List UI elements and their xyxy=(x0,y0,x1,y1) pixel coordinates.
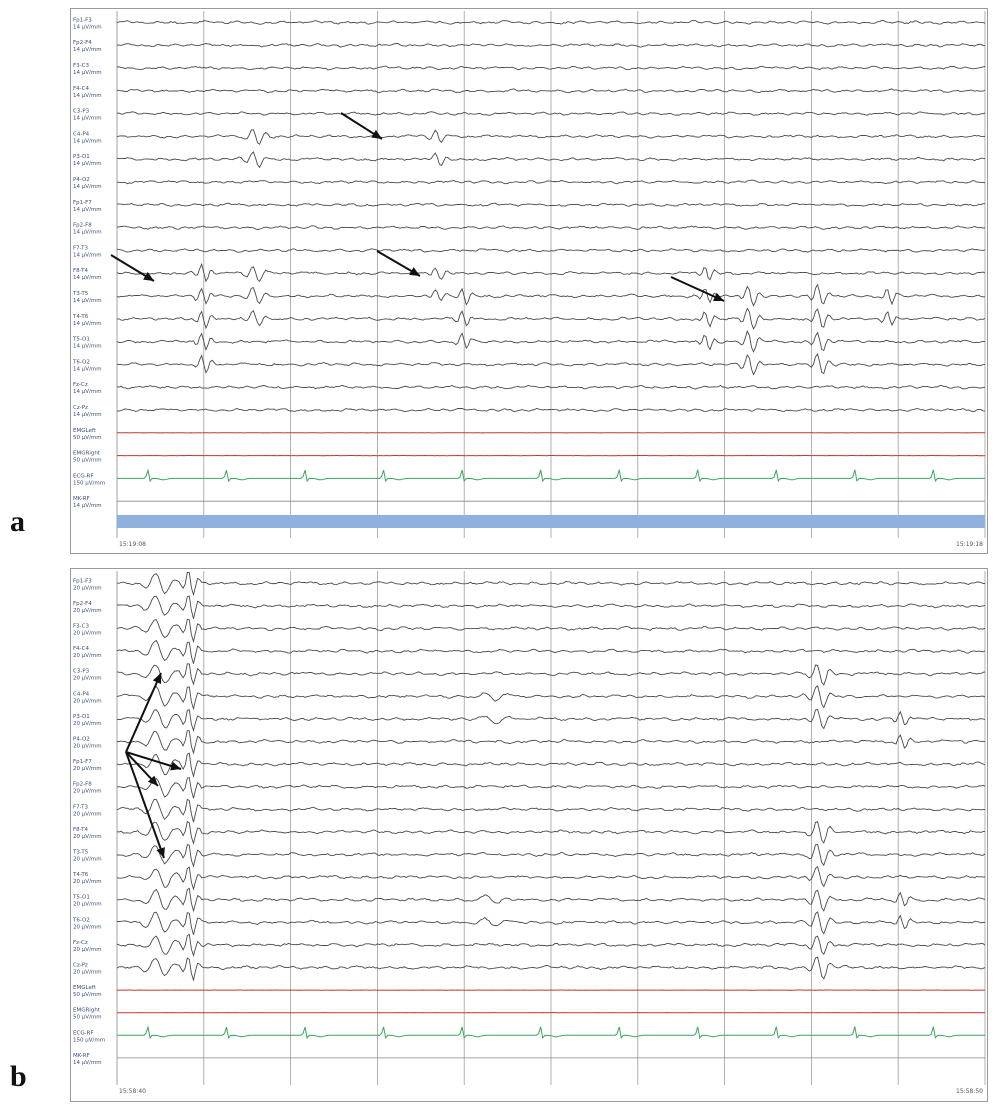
channel-name: T3-T5 xyxy=(73,291,89,297)
channel-name: Fp2-F4 xyxy=(73,600,92,607)
channel-label xyxy=(73,782,102,795)
channel-name: T5-O1 xyxy=(73,894,90,901)
channel-label xyxy=(73,985,102,998)
channel-label xyxy=(72,291,102,304)
channel-label xyxy=(73,601,102,614)
channel-sensitivity: 20 µV/mm xyxy=(73,901,102,908)
channel-label xyxy=(73,154,102,167)
channel-sensitivity: 14 µV/mm xyxy=(73,24,102,31)
channel-name: EMGLeft xyxy=(73,427,96,434)
channel-sensitivity: 20 µV/mm xyxy=(73,585,102,592)
channel-sensitivity: 50 µV/mm xyxy=(73,434,102,441)
channel-label xyxy=(73,451,102,464)
channel-sensitivity: 20 µV/mm xyxy=(73,946,102,953)
channel-name: T4-T6 xyxy=(73,313,89,320)
channel-label xyxy=(73,200,102,213)
channel-name: EMGRight xyxy=(73,1007,100,1014)
channel-name: F8-T4 xyxy=(73,268,89,275)
channel-name: F7-T3 xyxy=(73,804,89,811)
channel-sensitivity: 14 µV/mm xyxy=(73,229,102,236)
time-end-label: 15:58:50 xyxy=(956,1088,983,1095)
channel-label xyxy=(73,382,102,395)
time-start-label: 15:19:08 xyxy=(119,541,146,548)
channel-label xyxy=(73,646,102,659)
annotation-arrow xyxy=(341,113,382,139)
eeg-panel-b xyxy=(70,568,988,1102)
eeg-traces-panel-b xyxy=(71,569,987,1101)
marker-band xyxy=(117,515,985,528)
channel-label xyxy=(73,496,102,509)
annotation-arrow xyxy=(111,255,154,281)
channel-name: F7-T3 xyxy=(73,245,89,252)
channel-name: P4-O2 xyxy=(73,736,90,743)
channel-label xyxy=(73,245,102,258)
channel-sensitivity: 20 µV/mm xyxy=(73,675,102,682)
time-start-label: 15:58:40 xyxy=(119,1088,146,1095)
eeg-panel-a xyxy=(70,8,988,554)
channel-sensitivity: 20 µV/mm xyxy=(73,879,102,886)
channel-name: C4-P4 xyxy=(73,691,90,698)
channel-name: EMGRight xyxy=(73,450,100,457)
channel-sensitivity: 20 µV/mm xyxy=(73,720,102,727)
channel-sensitivity: 14 µV/mm xyxy=(73,320,102,327)
channel-name: Fz-Cz xyxy=(73,939,88,946)
channel-name: EMGLeft xyxy=(73,985,96,992)
channel-sensitivity: 14 µV/mm xyxy=(73,161,102,168)
channel-sensitivity: 150 µV/mm xyxy=(73,1037,106,1044)
channel-name: MK-RF xyxy=(73,1052,90,1059)
channel-sensitivity: 14 µV/mm xyxy=(73,47,102,54)
panel-b-letter: b xyxy=(10,1060,27,1093)
channel-sensitivity: 50 µV/mm xyxy=(73,992,102,999)
annotation-arrow xyxy=(126,673,161,752)
channel-label xyxy=(72,872,102,885)
channel-name: P3-O1 xyxy=(73,154,90,161)
channel-sensitivity: 14 µV/mm xyxy=(73,366,102,373)
channel-label xyxy=(72,895,102,908)
channel-label xyxy=(73,578,102,591)
channel-name: C4-P4 xyxy=(73,131,90,138)
channel-sensitivity: 20 µV/mm xyxy=(73,607,102,614)
channel-name: F4-C4 xyxy=(73,646,89,653)
channel-label xyxy=(73,759,102,772)
channel-name: Fp1-F3 xyxy=(73,578,92,585)
channel-name: F4-C4 xyxy=(73,85,89,92)
channel-sensitivity: 20 µV/mm xyxy=(73,743,102,750)
channel-name: ECG-RF xyxy=(73,473,94,480)
channel-name: Fp1-F7 xyxy=(73,199,92,206)
time-end-label: 15:19:18 xyxy=(956,541,983,548)
channel-sensitivity: 50 µV/mm xyxy=(73,1014,102,1021)
channel-sensitivity: 20 µV/mm xyxy=(73,766,102,773)
channel-name: F3-C3 xyxy=(73,623,89,630)
panel-a-letter: a xyxy=(10,505,25,538)
channel-label xyxy=(72,337,102,350)
channel-sensitivity: 14 µV/mm xyxy=(73,1059,102,1066)
eeg-traces-panel-a xyxy=(71,9,987,553)
channel-label xyxy=(73,1053,102,1066)
channel-sensitivity: 14 µV/mm xyxy=(73,252,102,259)
channel-sensitivity: 14 µV/mm xyxy=(73,412,102,418)
channel-label xyxy=(73,827,102,840)
channel-label xyxy=(73,737,102,750)
channel-sensitivity: 14 µV/mm xyxy=(73,389,102,396)
channel-label xyxy=(73,223,102,236)
annotation-arrow xyxy=(671,277,724,301)
channel-name: P3-O1 xyxy=(73,713,90,720)
channel-label xyxy=(73,177,102,190)
channel-label xyxy=(73,63,102,76)
channel-name: Fp1-F3 xyxy=(73,17,92,24)
channel-name: T3-T5 xyxy=(73,849,89,856)
channel-sensitivity: 20 µV/mm xyxy=(73,630,102,637)
channel-label xyxy=(72,850,102,863)
channel-name: Fp2-F8 xyxy=(73,222,92,229)
channel-sensitivity: 14 µV/mm xyxy=(73,275,102,282)
channel-sensitivity: 14 µV/mm xyxy=(73,298,102,304)
channel-label xyxy=(73,86,102,99)
channel-name: Fp2-F8 xyxy=(73,781,92,788)
channel-label xyxy=(73,131,102,144)
channel-name: Fz-Cz xyxy=(73,382,88,389)
channel-name: Fp1-F7 xyxy=(73,759,92,766)
channel-sensitivity: 14 µV/mm xyxy=(73,115,102,122)
time-gridlines xyxy=(117,571,985,1085)
channel-name: Cz-Pz xyxy=(73,405,88,411)
channel-label xyxy=(73,669,102,682)
channel-name: C3-P3 xyxy=(73,668,90,675)
channel-name: MK-RF xyxy=(73,496,90,503)
channel-label xyxy=(73,17,102,30)
channel-sensitivity: 20 µV/mm xyxy=(73,856,102,863)
channel-sensitivity: 14 µV/mm xyxy=(73,184,102,190)
channel-name: Cz-Pz xyxy=(73,962,88,969)
channel-sensitivity: 20 µV/mm xyxy=(73,788,102,795)
channel-label xyxy=(73,1008,102,1021)
channel-sensitivity: 150 µV/mm xyxy=(73,480,106,487)
channel-sensitivity: 14 µV/mm xyxy=(73,343,102,350)
channel-name: T6-O2 xyxy=(73,359,90,366)
channel-sensitivity: 20 µV/mm xyxy=(73,833,102,840)
channel-label xyxy=(73,624,102,637)
channel-name: Fp2-F4 xyxy=(73,40,92,47)
channel-sensitivity: 50 µV/mm xyxy=(73,457,102,464)
channel-label xyxy=(73,109,102,122)
channel-label xyxy=(73,940,102,953)
channel-name: F8-T4 xyxy=(73,826,89,833)
channel-label xyxy=(72,314,102,327)
channel-sensitivity: 14 µV/mm xyxy=(73,503,102,510)
channel-sensitivity: 20 µV/mm xyxy=(73,698,102,705)
channel-sensitivity: 20 µV/mm xyxy=(73,653,102,660)
channel-name: T5-O1 xyxy=(73,336,90,343)
channel-label xyxy=(72,917,102,930)
channel-label xyxy=(73,473,105,486)
channel-label xyxy=(73,428,102,441)
channel-sensitivity: 14 µV/mm xyxy=(73,92,102,99)
channel-label xyxy=(73,804,102,817)
channel-sensitivity: 20 µV/mm xyxy=(73,924,102,931)
channel-label xyxy=(73,1030,105,1043)
channel-name: C3-P3 xyxy=(73,108,90,115)
channel-name: T4-T6 xyxy=(73,872,89,879)
channel-label xyxy=(73,405,102,418)
channel-name: T6-O2 xyxy=(73,917,90,924)
channel-name: ECG-RF xyxy=(73,1030,94,1037)
channel-label xyxy=(72,359,102,372)
channel-label xyxy=(73,963,102,976)
channel-sensitivity: 20 µV/mm xyxy=(73,811,102,818)
channel-label xyxy=(73,40,102,53)
channel-sensitivity: 14 µV/mm xyxy=(73,138,102,145)
channel-label xyxy=(73,268,102,281)
channel-sensitivity: 14 µV/mm xyxy=(73,70,102,76)
channel-label xyxy=(73,714,102,727)
channel-sensitivity: 20 µV/mm xyxy=(73,969,102,976)
channel-name: P4-O2 xyxy=(73,177,90,183)
channel-sensitivity: 14 µV/mm xyxy=(73,206,102,213)
channel-label xyxy=(73,691,102,704)
channel-name: F3-C3 xyxy=(73,63,89,69)
